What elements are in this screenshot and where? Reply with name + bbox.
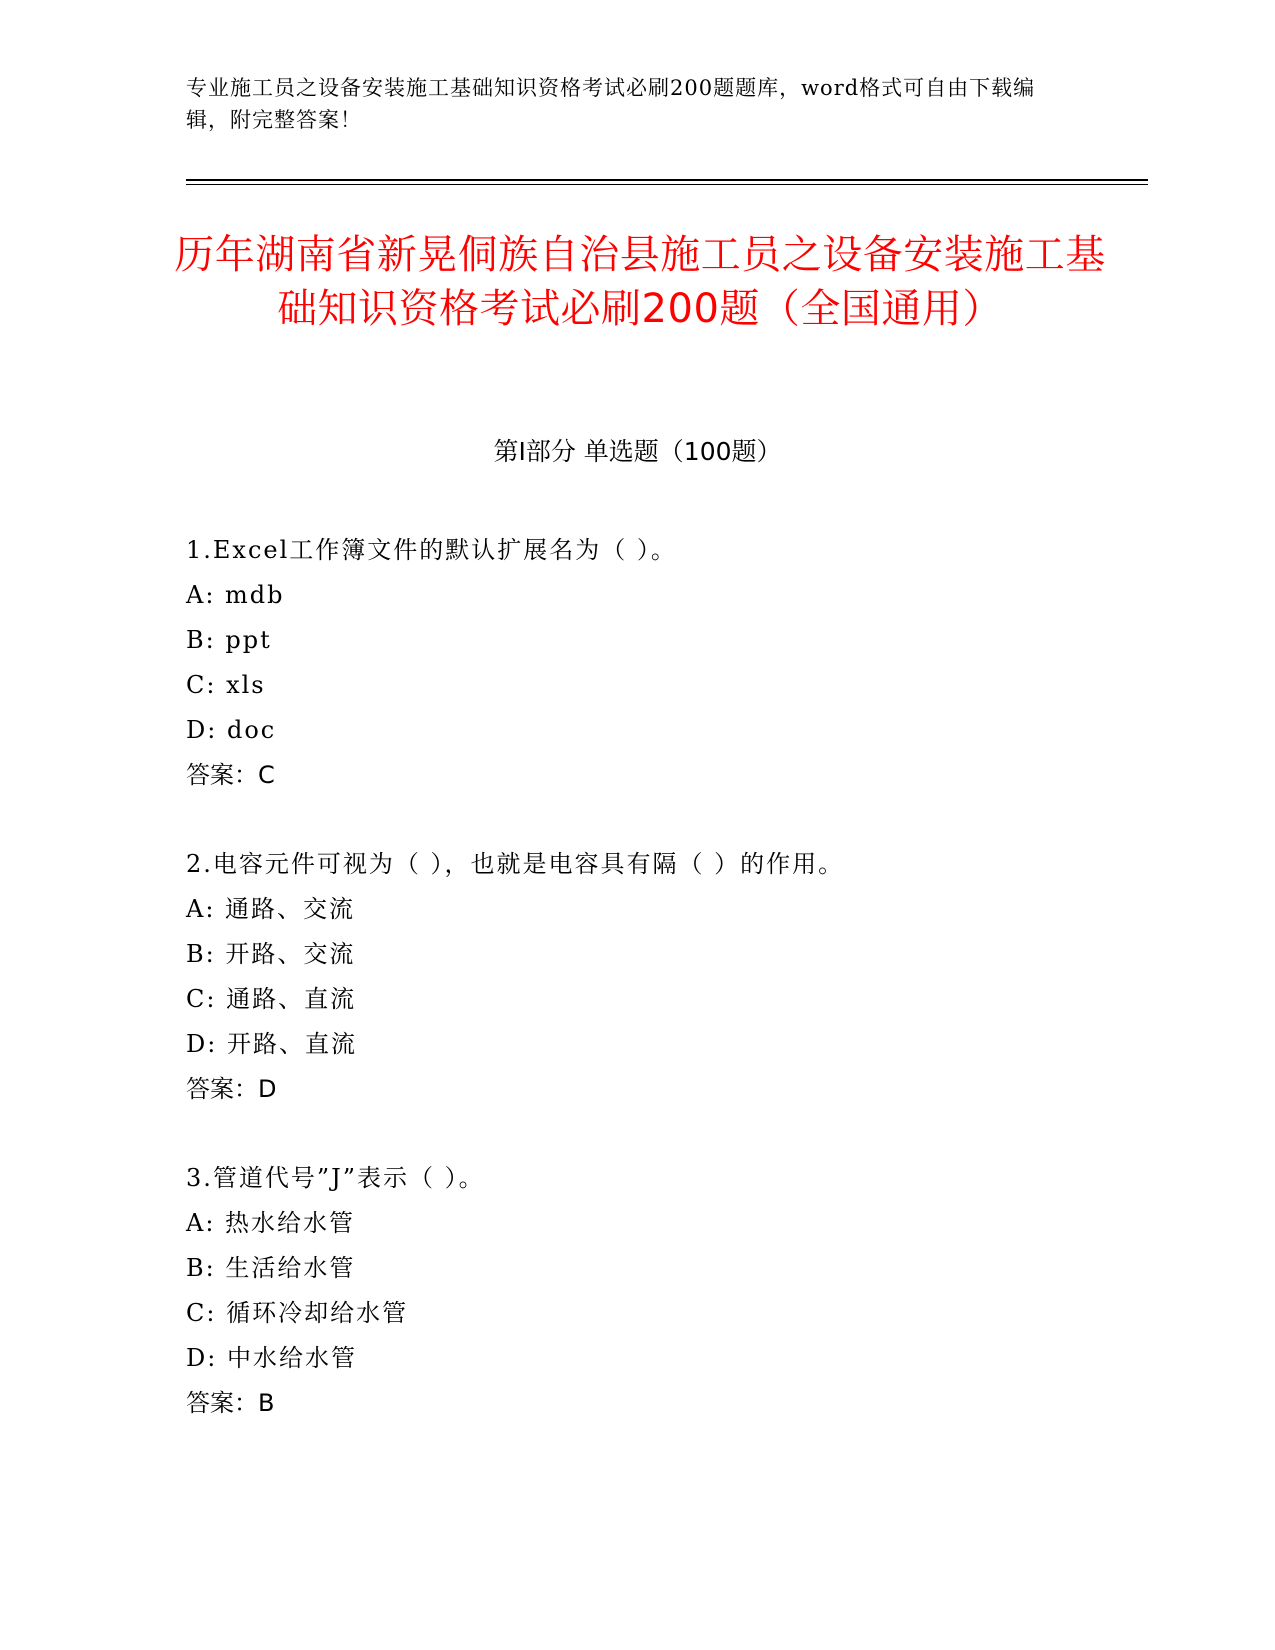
answer-key: 答案：D — [186, 1075, 277, 1103]
question-stem: 1.Excel工作簿文件的默认扩展名为（ ）。 — [186, 536, 677, 564]
option-b: B: 生活给水管 — [186, 1254, 356, 1282]
question-stem: 3.管道代号”J”表示（ ）。 — [186, 1164, 485, 1192]
header-divider-thin — [186, 184, 1148, 185]
option-d: D: 开路、直流 — [186, 1030, 357, 1058]
option-c: C: xls — [186, 671, 266, 699]
section-heading: 第Ⅰ部分 单选题（100题） — [493, 437, 782, 466]
question-item — [186, 528, 1146, 798]
option-a: A: 热水给水管 — [186, 1209, 356, 1237]
option-c: C: 通路、直流 — [186, 985, 357, 1013]
question-item — [186, 1156, 1146, 1426]
option-c: C: 循环冷却给水管 — [186, 1299, 409, 1327]
option-b: B: 开路、交流 — [186, 940, 356, 968]
answer-key: 答案：B — [186, 1389, 275, 1417]
question-item — [186, 842, 1146, 1112]
header-note: 专业施工员之设备安装施工基础知识资格考试必刷200题题库，word格式可自由下载编辑，附完整答案！ — [186, 76, 1036, 132]
question-list — [186, 528, 1146, 1470]
document-title: 历年湖南省新晃侗族自治县施工员之设备安装施工基础知识资格考试必刷200题（全国通用） — [174, 232, 1106, 332]
answer-key: 答案：C — [186, 761, 275, 789]
option-d: D: doc — [186, 716, 277, 744]
option-a: A: mdb — [186, 581, 285, 609]
option-a: A: 通路、交流 — [186, 895, 356, 923]
option-d: D: 中水给水管 — [186, 1344, 357, 1372]
question-stem: 2.电容元件可视为（ ），也就是电容具有隔（ ）的作用。 — [186, 850, 845, 878]
option-b: B: ppt — [186, 626, 272, 654]
header-divider-thick — [186, 179, 1148, 181]
